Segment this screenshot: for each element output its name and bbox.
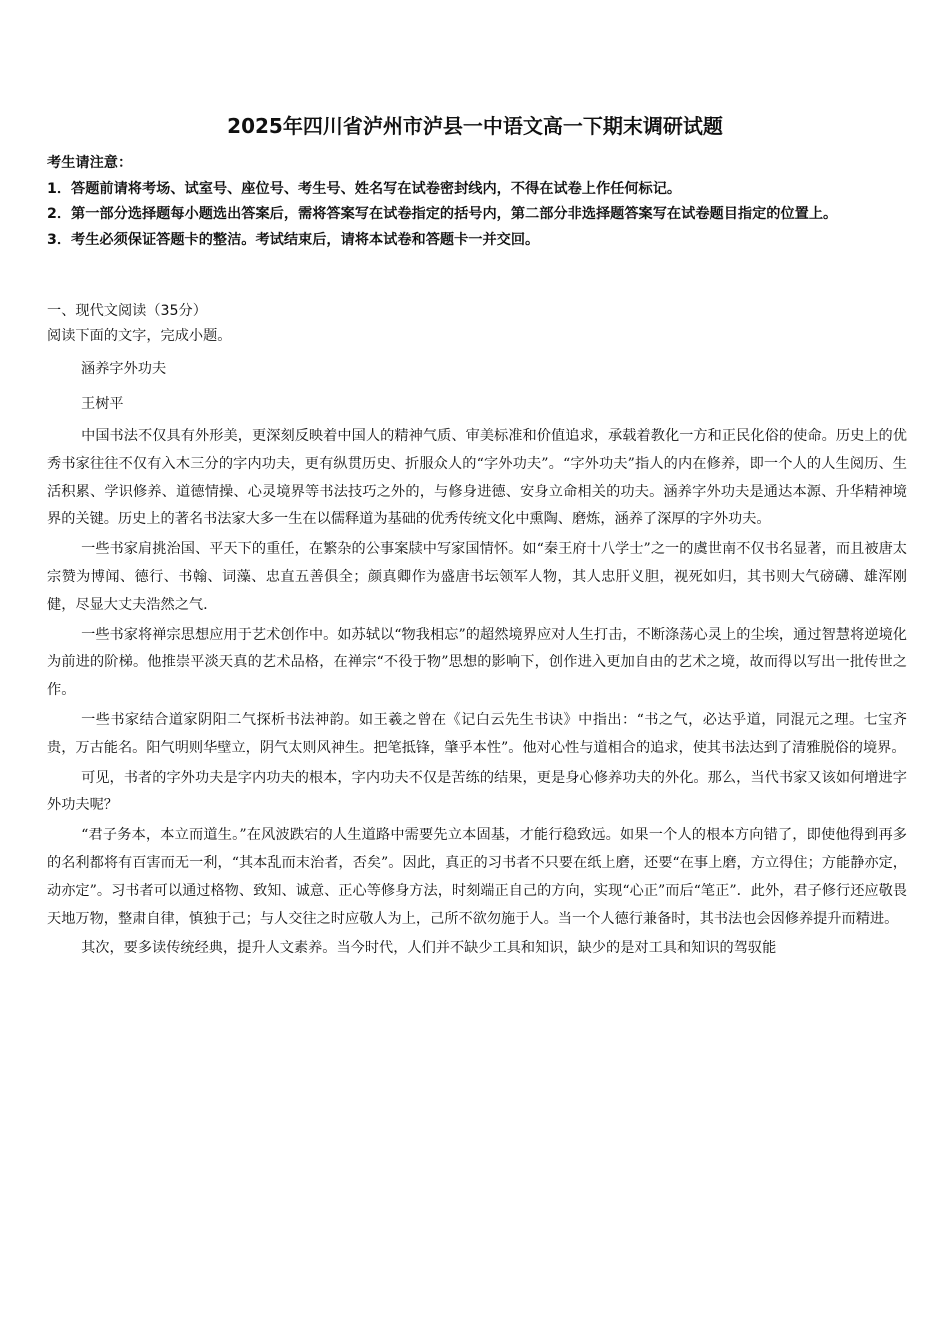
article-paragraph: 中国书法不仅具有外形美，更深刻反映着中国人的精神气质、审美标准和价值追求，承载着教化一方和正民化俗的使命。历史上的优秀书家往往不仅有入木三分的字内功夫，更有纵贯历史、折服众人的“字外功夫”。“字外功夫”指人的内在修养，即一个人的人生阅历、生活积累、学识修养、道德情操、心灵境界等书法技巧之外的，与修身进德、安身立命相关的功夫。涵养字外功夫是通达本源、升华精神境界的关键。历史上的著名书法家大多一生在以儒释道为基础的优秀传统文化中熏陶、磨炼，涵养了深厚的字外功夫。 (47, 428, 907, 528)
article-paragraph: 一些书家结合道家阴阳二气探析书法神韵。如王羲之曾在《记白云先生书诀》中指出：“书之气，必达乎道，同混元之理。七宝齐贵，万古能名。阳气明则华壁立，阴气太则风神生。把笔抵锋，肇乎本性”。他对心性与道相合的追求，使其书法达到了清雅脱俗的境界。 (47, 711, 907, 756)
article-paragraph: 一些书家肩挑治国、平天下的重任，在繁杂的公事案牍中写家国情怀。如“秦王府十八学士”之一的虞世南不仅书名显著，而且被唐太宗赞为博闻、德行、书翰、词藻、忠直五善俱全；颜真卿作为盛唐书坛领军人物，其人忠肝义胆，视死如归，其书则大气磅礴、雄浑刚健，尽显大丈夫浩然之气. (47, 541, 907, 613)
article-title: 涵养字外功夫 (81, 361, 167, 377)
section-heading: 一、现代文阅读（35分） (47, 303, 207, 319)
candidate-notice (47, 151, 907, 253)
notice-item: 2．第一部分选择题每小题选出答案后，需将答案写在试卷指定的括号内，第二部分非选择题答案写在试卷题目指定的位置上。 (47, 206, 838, 222)
exam-title: 2025年四川省泸州市泸县一中语文高一下期末调研试题 (227, 114, 723, 138)
notice-item: 1．答题前请将考场、试室号、座位号、考生号、姓名写在试卷密封线内，不得在试卷上作任何标记。 (47, 180, 682, 197)
article-author: 王树平 (81, 396, 124, 412)
article-body (47, 423, 907, 965)
reading-instruction: 阅读下面的文字，完成小题。 (47, 328, 232, 344)
article-paragraph: “君子务本，本立而道生。”在风波跌宕的人生道路中需要先立本固基，才能行稳致远。如果一个人的根本方向错了，即使他得到再多的名利都将有百害而无一利，“其本乱而末治者，否矣”。因此，真正的习书者不只要在纸上磨，还要“在事上磨，方立得住；方能静亦定，动亦定”。习书者可以通过格物、致知、诚意、正心等修身方法，时刻端正自己的方向，实现“心正”而后“笔正”．此外，君子修行还应敬畏天地万物，整肃自律，慎独于己；与人交往之时应敬人为上，己所不欲勿施于人。当一个人德行兼备时，其书法也会因修养提升而精进。 (47, 827, 907, 927)
article-paragraph: 其次，要多读传统经典，提升人文素养。当今时代，人们并不缺少工具和知识，缺少的是对工具和知识的驾驭能 (81, 940, 777, 957)
article-paragraph: 一些书家将禅宗思想应用于艺术创作中。如苏轼以“物我相忘”的超然境界应对人生打击，不断涤荡心灵上的尘埃，通过智慧将逆境化为前进的阶梯。他推崇平淡天真的艺术品格，在禅宗“不役于物”思想的影响下，创作进入更加自由的艺术之境，故而得以写出一批传世之作。 (47, 626, 907, 699)
article-paragraph: 可见，书者的字外功夫是字内功夫的根本，字内功夫不仅是苦练的结果，更是身心修养功夫的外化。那么，当代书家又该如何增进字外功夫呢？ (47, 769, 907, 814)
notice-item: 3．考生必须保证答题卡的整洁。考试结束后，请将本试卷和答题卡一并交回。 (47, 231, 540, 248)
notice-heading: 考生请注意： (47, 155, 133, 171)
